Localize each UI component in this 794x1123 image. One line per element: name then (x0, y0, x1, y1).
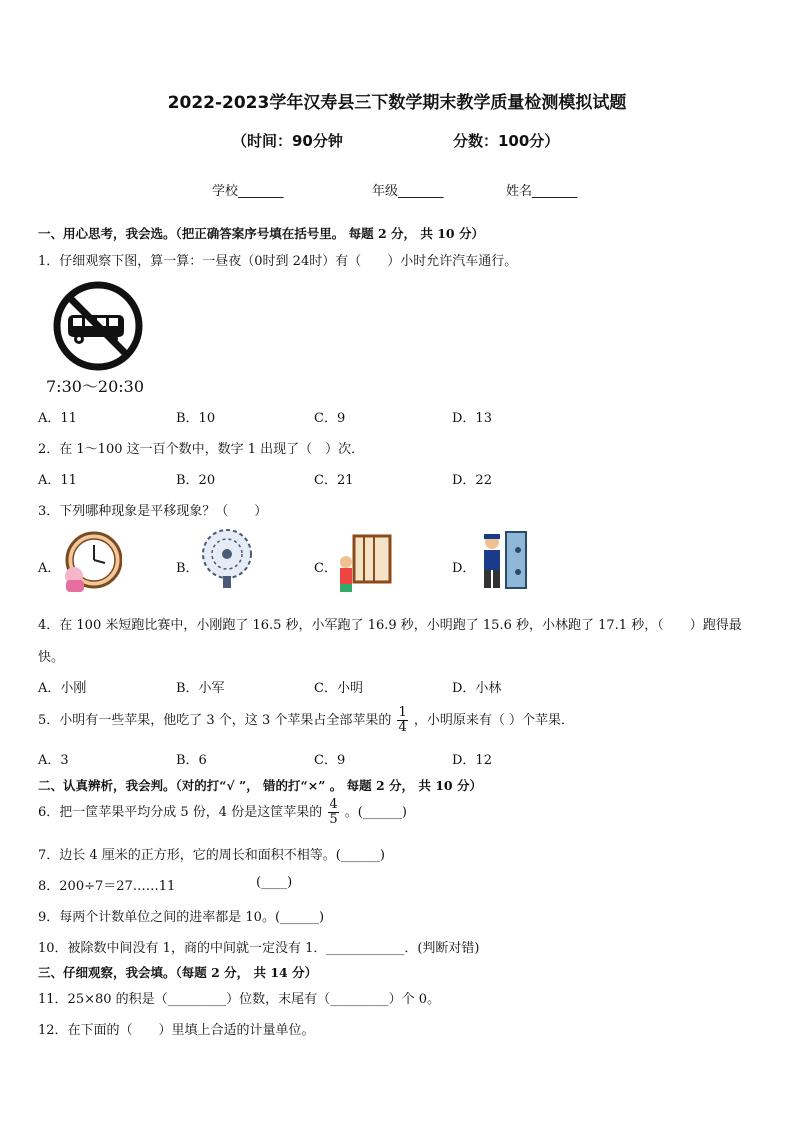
q4-option-d: D．小林 (452, 681, 502, 696)
question-3: 3．下列哪种现象是平移现象？（ ） (38, 504, 268, 519)
no-bus-sign-icon (50, 278, 146, 378)
q5-text-after: ，小明原来有（ ）个苹果． (413, 713, 575, 728)
q5-fraction (397, 706, 407, 735)
q3-option-a: A． (38, 561, 61, 576)
question-1: 1．仔细观察下图，算一算：一昼夜（0时到 24时）有（ ）小时允许汽车通行。 (38, 254, 518, 269)
q6-fraction-numerator: 4 (329, 797, 338, 812)
q4-option-c: C．小明 (314, 681, 363, 696)
question-4-line-1: 4．在 100 米短跑比赛中，小刚跑了 16.5 秒，小军跑了 16.9 秒，小明跑了 15.6 秒，小林跑了 17.1 秒，（ ）跑得最 (38, 618, 742, 633)
q8-answer-blank[interactable]: (____) (256, 875, 293, 890)
grade-field: 年级_______ (372, 184, 444, 199)
q6-text-before: 6．把一筐苹果平均分成 5 份，4 份是这筐苹果的 (38, 805, 323, 820)
name-field: 姓名_______ (506, 184, 578, 199)
question-2: 2．在 1～100 这一百个数中，数字 1 出现了（ ）次． (38, 442, 365, 457)
sign-time-caption: 7:30～20:30 (46, 377, 145, 396)
q3-option-b: B． (176, 561, 199, 576)
spinning-fan-icon (198, 526, 256, 594)
q2-option-a: A．11 (38, 473, 77, 488)
question-5 (38, 706, 574, 735)
q5-option-b: B．6 (176, 753, 207, 768)
q6-fraction (328, 798, 338, 827)
q5-option-a: A．3 (38, 753, 69, 768)
q1-option-a: A．11 (38, 411, 77, 426)
q5-option-d: D．12 (452, 753, 492, 768)
q2-option-d: D．22 (452, 473, 492, 488)
section-1-title: 一、用心思考，我会选。（把正确答案序号填在括号里。 每题 2 分， 共 10 分） (38, 226, 484, 241)
q6-fraction-denominator: 5 (329, 812, 338, 827)
q5-text-before: 5．小明有一些苹果，他吃了 3 个，这 3 个苹果占全部苹果的 (38, 713, 392, 728)
q6-text-after: 。(______) (344, 805, 407, 820)
question-10: 10．被除数中间没有 1，商的中间就一定没有 1．____________．(判断对错) (38, 941, 480, 956)
q5-option-c: C．9 (314, 753, 346, 768)
question-6 (38, 798, 407, 827)
question-7: 7．边长 4 厘米的正方形，它的周长和面积不相等。(______) (38, 848, 385, 863)
question-8: 8．200÷7＝27……11 (38, 879, 176, 894)
q2-option-c: C．21 (314, 473, 354, 488)
q1-option-c: C．9 (314, 411, 346, 426)
q3-option-c: C． (314, 561, 337, 576)
section-3-title: 三、仔细观察，我会填。（每题 2 分， 共 14 分） (38, 965, 318, 980)
person-at-door-icon (474, 528, 534, 598)
q1-option-b: B．10 (176, 411, 216, 426)
q1-option-d: D．13 (452, 411, 492, 426)
page-title: 2022-2023学年汉寿县三下数学期末教学质量检测模拟试题 (167, 93, 627, 113)
exam-time: （时间：90分钟 (232, 132, 343, 150)
clock-picture-icon (60, 530, 122, 596)
q4-option-b: B．小军 (176, 681, 225, 696)
sliding-window-icon (334, 532, 394, 598)
question-12: 12．在下面的（ ）里填上合适的计量单位。 (38, 1023, 315, 1038)
question-4-line-2: 快。 (38, 650, 65, 665)
q5-fraction-denominator: 4 (398, 720, 407, 735)
exam-score: 分数：100分） (453, 132, 560, 150)
section-2-title: 二、认真辨析，我会判。（对的打“√ ”， 错的打“×” 。 每题 2 分， 共 10 分） (38, 778, 482, 793)
school-field: 学校_______ (212, 184, 284, 199)
q3-option-d: D． (452, 561, 476, 576)
question-11: 11．25×80 的积是（_________）位数，末尾有（_________）个 0。 (38, 992, 441, 1007)
question-9: 9．每两个计数单位之间的进率都是 10。(______) (38, 910, 325, 925)
q5-fraction-numerator: 1 (398, 705, 407, 720)
q2-option-b: B．20 (176, 473, 216, 488)
q4-option-a: A．小刚 (38, 681, 87, 696)
